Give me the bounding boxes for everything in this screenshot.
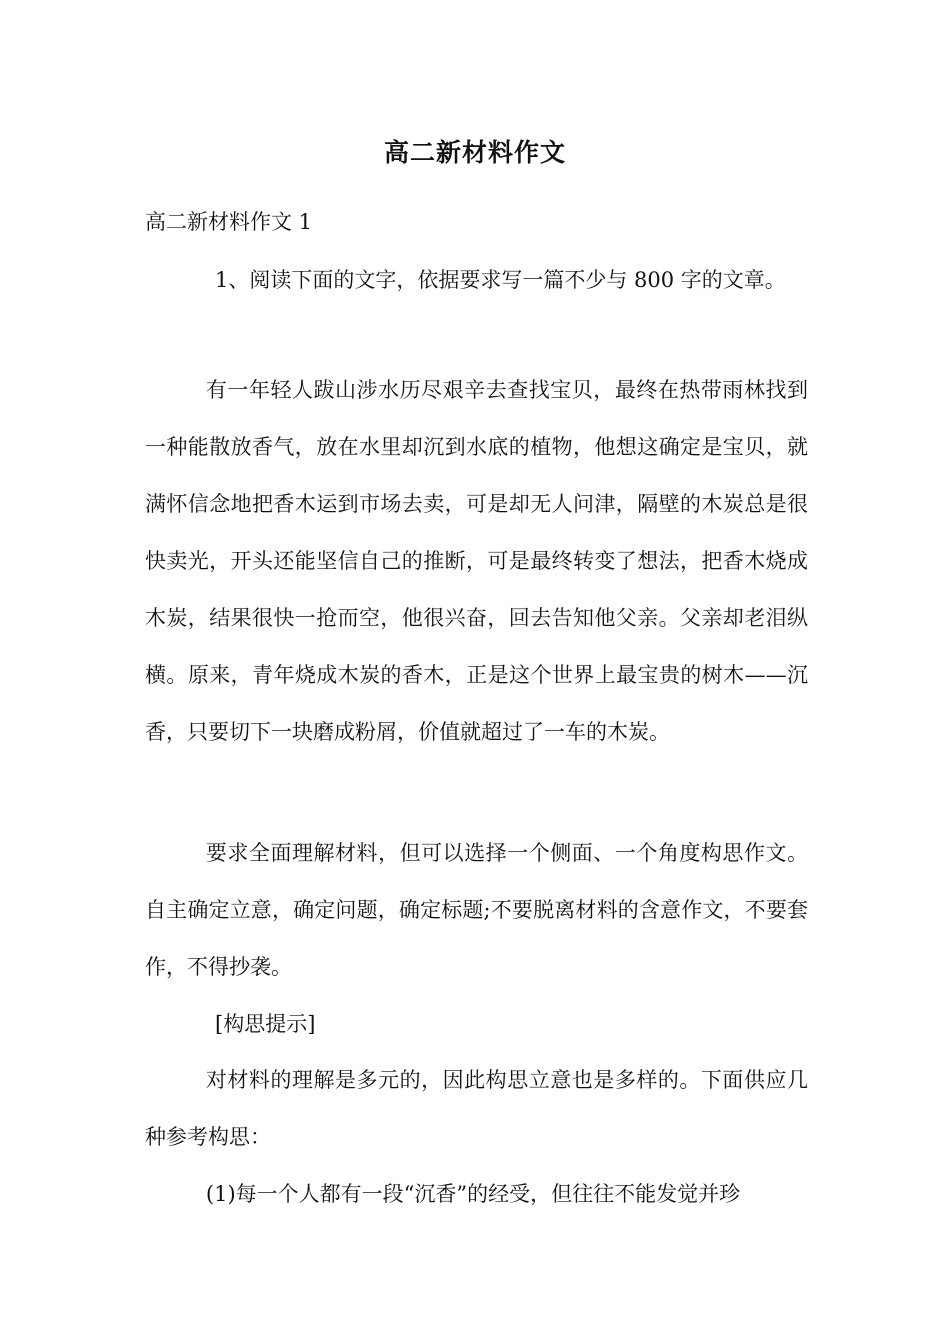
document-title: 高二新材料作文 — [383, 138, 566, 167]
writing-prompt: 1、阅读下面的文字，依据要求写一篇不少与 800 字的文章。 — [215, 268, 786, 292]
section-heading: 高二新材料作文 1 — [145, 210, 313, 234]
idea-1-paragraph: (1)每一个人都有一段“沉香”的经受，但往往不能发觉并珍 — [205, 1182, 741, 1206]
hint-label: [构思提示] — [215, 1012, 316, 1036]
hint-intro-paragraph: 对材料的理解是多元的，因此构思立意也是多样的。下面供应几种参考构思： — [145, 1068, 808, 1149]
requirements-paragraph: 要求全面理解材料，但可以选择一个侧面、一个角度构思作文。自主确定立意，确定问题，确定标题;不要脱离材料的含意作文，不要套作，不得抄袭。 — [145, 841, 808, 979]
story-paragraph: 有一年轻人跋山涉水历尽艰辛去查找宝贝，最终在热带雨林找到一种能散放香气，放在水里却沉到水底的植物，他想这确定是宝贝，就满怀信念地把香木运到市场去卖，可是却无人问津，隔壁的木炭总是很快卖光，开头还能坚信自己的推断，可是最终转变了想法，把香木烧成木炭，结果很快一抢而空，他很兴奋，回去告知他父亲。父亲却老泪纵横。原来，青年烧成木炭的香木，正是这个世界上最宝贵的树木——沉香，只要切下一块磨成粉屑，价值就超过了一车的木炭。 — [145, 378, 808, 744]
